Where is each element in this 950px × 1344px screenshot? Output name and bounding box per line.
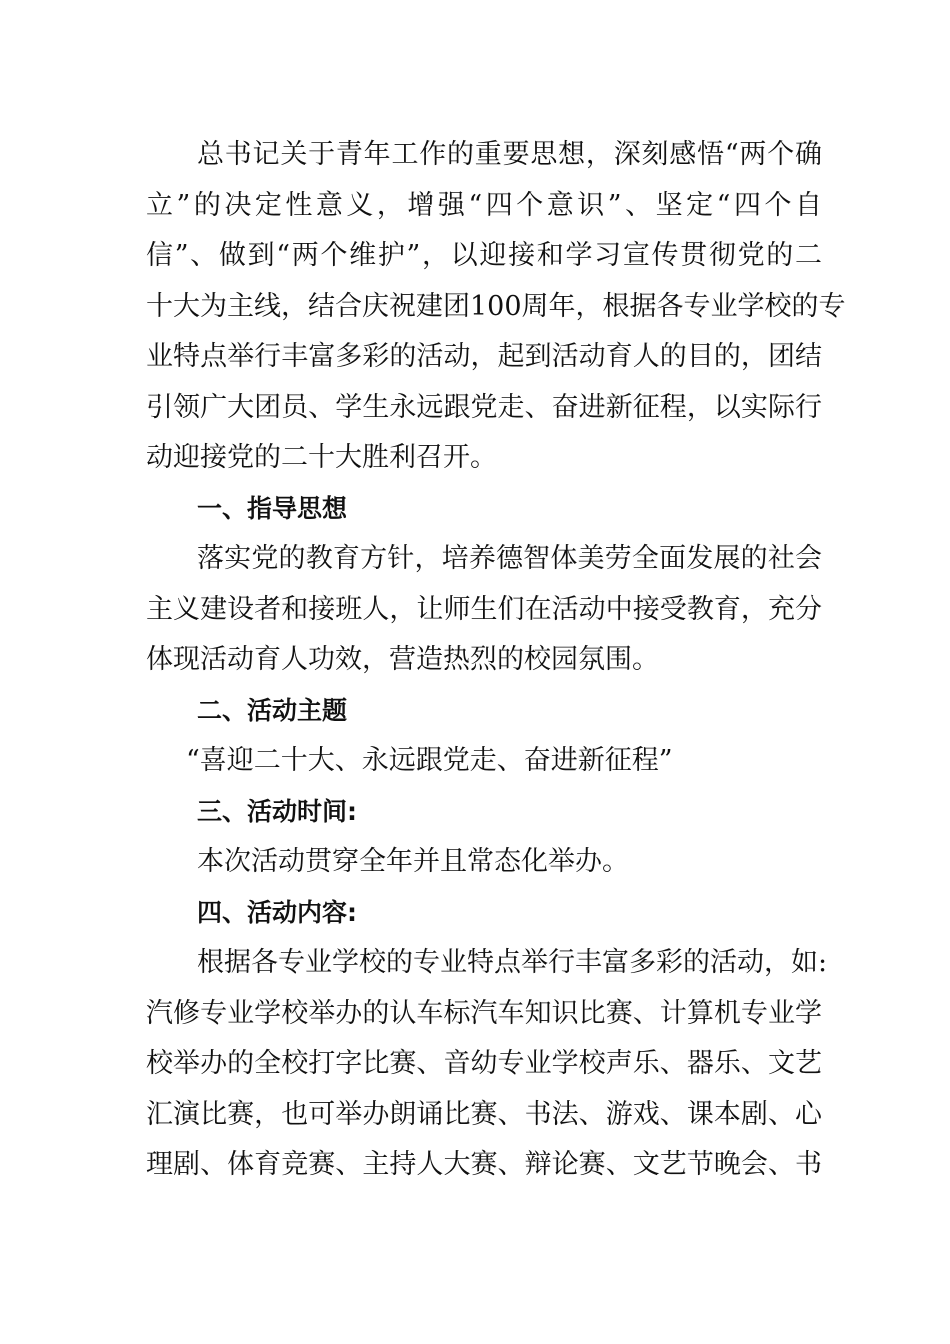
paragraph-line: 汇演比赛，也可举办朗诵比赛、书法、游戏、课本剧、心 xyxy=(146,1098,822,1130)
activity-theme-text: “喜迎二十大、永远跟党走、奋进新征程” xyxy=(186,745,673,776)
paragraph-line: 立”的决定性意义，增强“四个意识”、坚定“四个自 xyxy=(146,189,822,221)
activity-content-paragraph xyxy=(146,938,828,1191)
paragraph-line: 总书记关于青年工作的重要思想，深刻感悟“两个确 xyxy=(197,139,822,170)
activity-time-text: 本次活动贯穿全年并且常态化举办。 xyxy=(197,846,629,877)
paragraph-line: 业特点举行丰富多彩的活动，起到活动育人的目的，团结 xyxy=(146,341,822,372)
paragraph-line: 汽修专业学校举办的认车标汽车知识比赛、计算机专业学 xyxy=(146,997,822,1029)
paragraph-line: 理剧、体育竞赛、主持人大赛、辩论赛、文艺节晚会、书 xyxy=(146,1149,822,1180)
document-body xyxy=(146,130,846,1191)
section-heading-guiding-thought: 一、指导思想 xyxy=(197,493,348,523)
guiding-thought-paragraph xyxy=(146,534,822,686)
paragraph-line: 根据各专业学校的专业特点举行丰富多彩的活动，如: xyxy=(197,947,828,978)
paragraph-line: 主义建设者和接班人，让师生们在活动中接受教育，充分 xyxy=(146,593,822,625)
section-heading-activity-content: 四、活动内容: xyxy=(197,897,357,927)
paragraph-line: 动迎接党的二十大胜利召开。 xyxy=(146,442,497,473)
paragraph-line: 体现活动育人功效，营造热烈的校园氛围。 xyxy=(146,644,659,675)
paragraph-line: 落实党的教育方针，培养德智体美劳全面发展的社会 xyxy=(197,543,822,574)
paragraph-line: 校举办的全校打字比赛、音幼专业学校声乐、器乐、文艺 xyxy=(146,1048,822,1079)
section-heading-activity-theme: 二、活动主题 xyxy=(197,695,348,725)
paragraph-line: 十大为主线，结合庆祝建团100周年，根据各专业学校的专 xyxy=(146,290,846,322)
paragraph-line: 引领广大团员、学生永远跟党走、奋进新征程，以实际行 xyxy=(146,391,822,423)
paragraph-line: 信”、做到“两个维护”，以迎接和学习宣传贯彻党的二 xyxy=(146,240,822,271)
intro-paragraph xyxy=(146,130,846,484)
section-heading-activity-time: 三、活动时间: xyxy=(197,796,357,826)
